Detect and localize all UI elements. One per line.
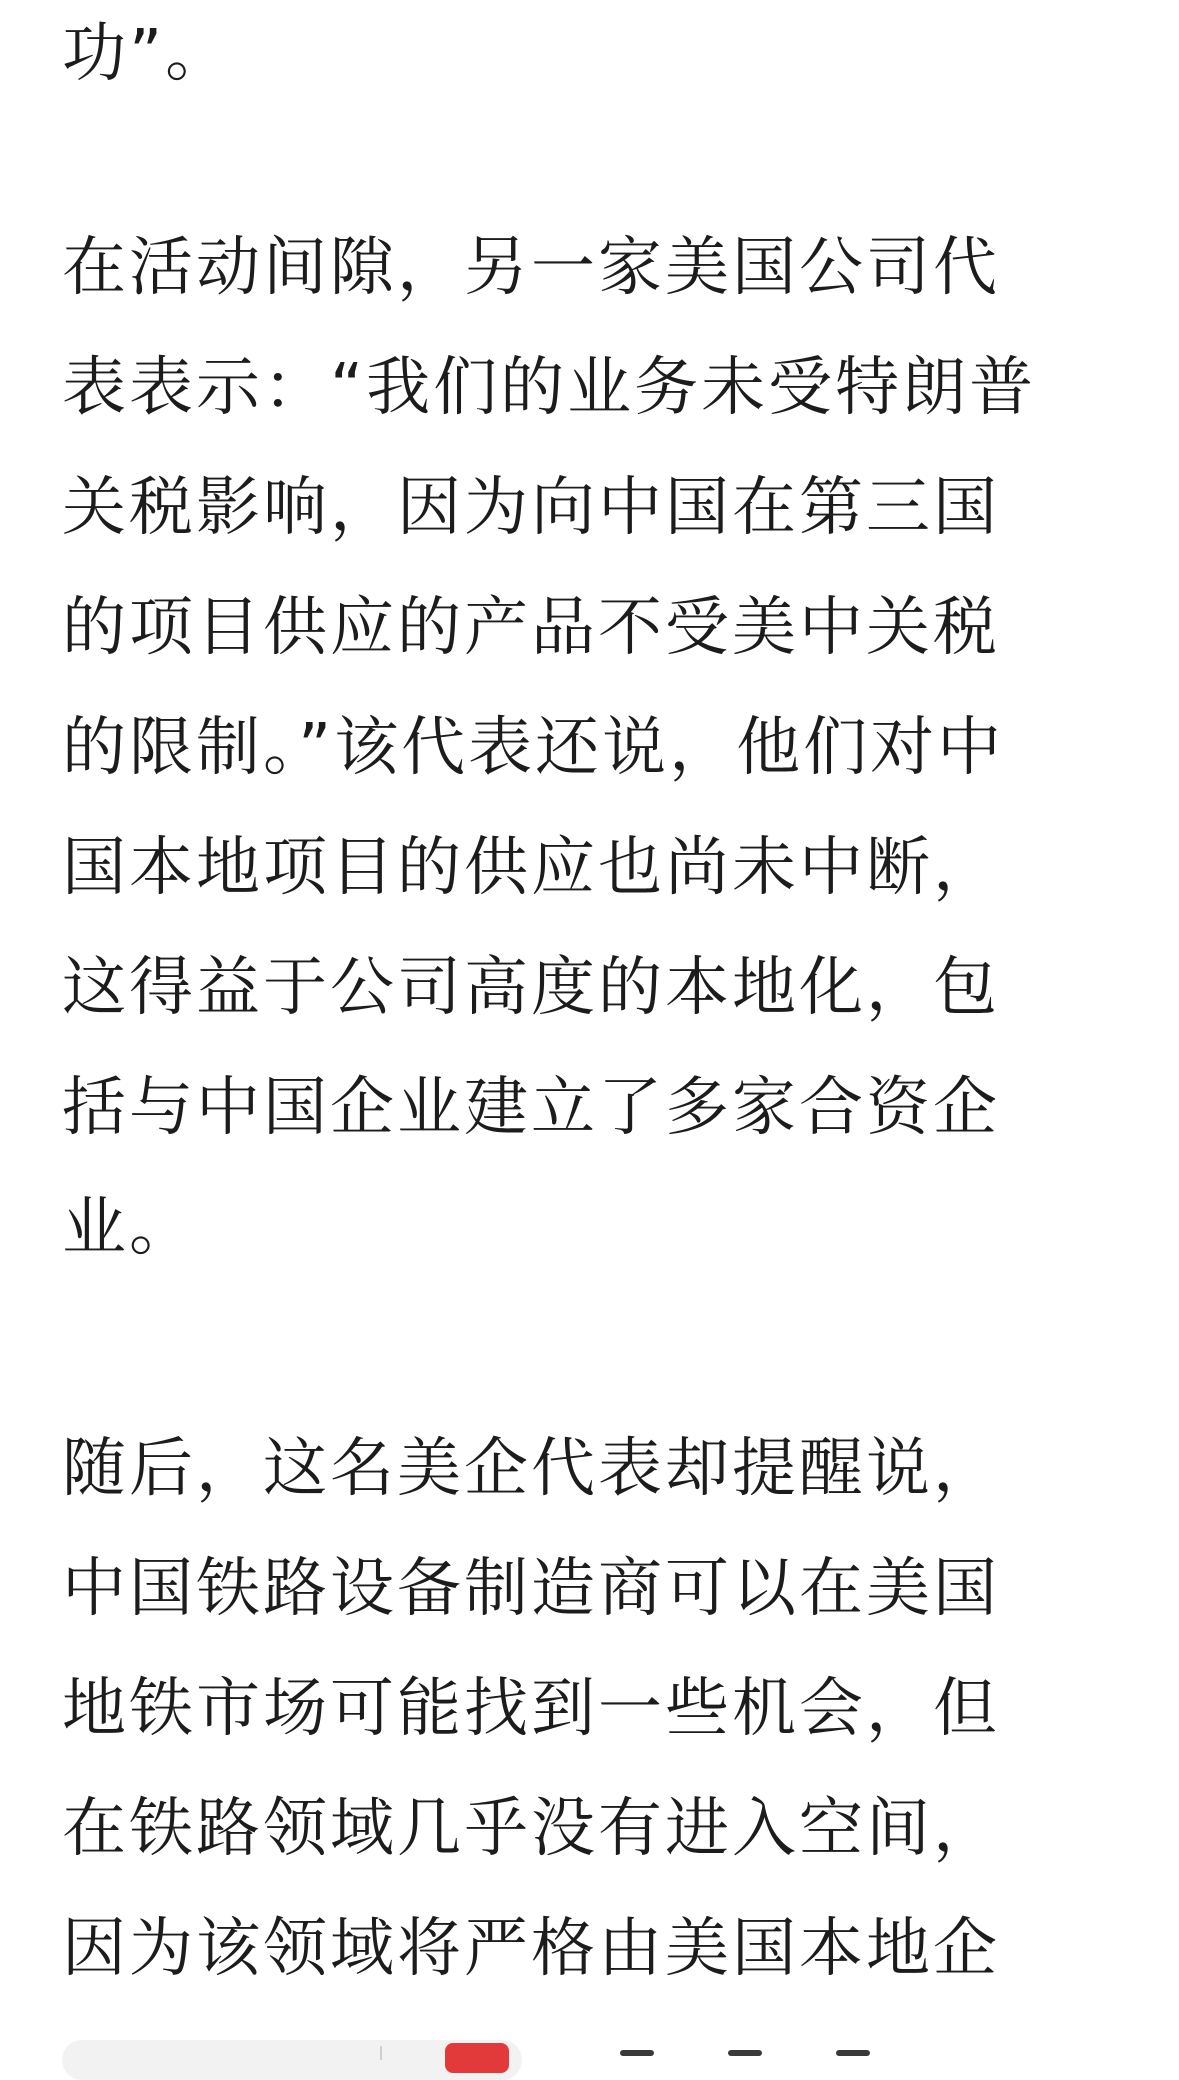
- toolbar-action-icon[interactable]: [728, 2050, 762, 2056]
- paragraph-3: [62, 1409, 1000, 2009]
- text-line: 这得益于公司高度的本地化，包: [62, 951, 1000, 1025]
- text-line: 的限制。”该代表还说，他们对中: [62, 711, 1005, 785]
- text-line: 的项目供应的产品不受美中关税: [62, 591, 1000, 665]
- text-line: 随后，这名美企代表却提醒说，: [62, 1432, 1000, 1506]
- text-line: 在活动间隙，另一家美国公司代: [62, 231, 1000, 305]
- text-line: 功”。: [62, 17, 233, 91]
- text-line: 表表示：“我们的业务未受特朗普: [62, 351, 1037, 425]
- toolbar-action-icon[interactable]: [836, 2050, 870, 2056]
- paragraph-2: [62, 208, 1036, 1288]
- text-line: 国本地项目的供应也尚未中断，: [62, 831, 1000, 905]
- red-badge-icon[interactable]: [445, 2043, 509, 2073]
- paragraph-1: [62, 0, 232, 114]
- toolbar-actions: [620, 2040, 1000, 2058]
- text-line: 在铁路领域几乎没有进入空间，: [62, 1792, 1000, 1866]
- toolbar-action-icon[interactable]: [620, 2050, 654, 2056]
- text-line: 括与中国企业建立了多家合资企: [62, 1071, 1000, 1145]
- text-line: 业。: [62, 1191, 196, 1265]
- text-line: 因为该领域将严格由美国本地企: [62, 1912, 1000, 1986]
- text-line: 地铁市场可能找到一些机会，但: [62, 1672, 1000, 1746]
- text-line: 中国铁路设备制造商可以在美国: [62, 1552, 1000, 1626]
- text-line: 关税影响，因为向中国在第三国: [62, 471, 1000, 545]
